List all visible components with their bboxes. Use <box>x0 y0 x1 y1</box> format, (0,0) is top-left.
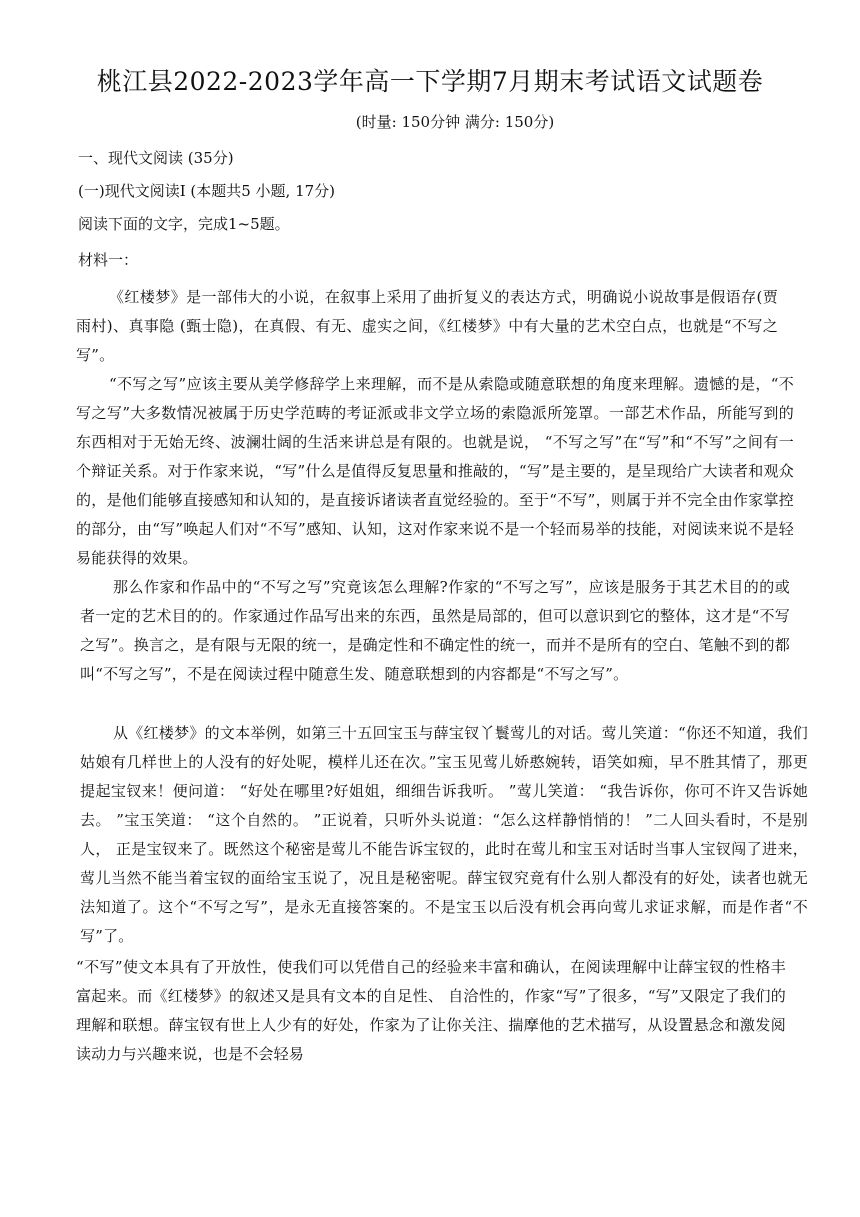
section-heading: 一、现代文阅读 (35分) <box>78 149 234 167</box>
reading-instruction: 阅读下面的文字，完成1~5题。 <box>78 215 290 233</box>
paragraph-1: 《红楼梦》是一部伟大的小说，在叙事上采用了曲折复义的表达方式，明确说小说故事是假语存(贾雨村)、真事隐 (甄士隐)，在真假、有无、虚实之间，《红楼梦》中有大量的艺术空白点，也就是“不写之写”。 <box>76 288 778 364</box>
exam-time-and-score: (时量: 150分钟 满分: 150分) <box>355 113 555 131</box>
paragraph-2: “不写之写”应该主要从美学修辞学上来理解，而不是从索隐或随意联想的角度来理解。遗憾的是，“不写之写”大多数情况被属于历史学范畴的考证派或非文学立场的索隐派所笼罩。一部艺术作品，所能写到的东西相对于无始无终、波澜壮阔的生活来讲总是有限的。也就是说， “不写之写”在“写”和“不写”之间有一个辩证关系。对于作家来说，“写”什么是值得反复思量和推敲的，“写”是主要的，是呈现给广大读者和观众的，是他们能够直接感知和认知的，是直接诉诸读者直觉经验的。至于“不写”，则属于并不完全由作家掌控的部分，由“写”唤起人们对“不写”感知、认知，这对作家来说不是一个轻而易举的技能，对阅读来说不是轻易能获得的效果。 <box>76 375 794 567</box>
paragraph-5: “不写”使文本具有了开放性，使我们可以凭借自己的经验来丰富和确认，在阅读理解中让薛宝钗的性格丰富起来。而《红楼梦》的叙述又是具有文本的自足性、 自洽性的，作家“写”了很多，“写”又限定了我们的理解和联想。薛宝钗有世上人少有的好处，作家为了让你关注、揣摩他的艺术描写，从设置悬念和激发阅读动力与兴趣来说，也是不会轻易 <box>76 958 786 1063</box>
material-label: 材料一： <box>78 251 139 269</box>
paragraph-3: 那么作家和作品中的“不写之写”究竟该怎么理解?作家的“不写之写”，应该是服务于其艺术目的的或者一定的艺术目的的。作家通过作品写出来的东西，虽然是局部的，但可以意识到它的整体，这才是“不写之写”。换言之，是有限与无限的统一，是确定性和不确定性的统一，而并不是所有的空白、笔触不到的都叫“不写之写”，不是在阅读过程中随意生发、随意联想到的内容都是“不写之写”。 <box>80 578 790 683</box>
exam-title: 桃江县2022-2023学年高一下学期7月期末考试语文试题卷 <box>96 67 764 96</box>
section-subheading: (一)现代文阅读Ⅰ (本题共5 小题, 17分) <box>78 182 336 200</box>
paragraph-4: 从《红楼梦》的文本举例，如第三十五回宝玉与薛宝钗丫鬟莺儿的对话。莺儿笑道：“你还不知道，我们姑娘有几样世上的人没有的好处呢，模样儿还在次。”宝玉见莺儿娇憨婉转，语笑如痴，早不胜其情了，那更提起宝钗来！便问道： “好处在哪里?好姐姐，细细告诉我听。 ”莺儿笑道： “我告诉你，你可不许又告诉她去。 ”宝玉笑道： “这个自然的。 ”正说着，只听外头说道：“怎么这样静悄悄的！ ”二人回头看时，不是别人， 正是宝钗来了。既然这个秘密是莺儿不能告诉宝钗的，此时在莺儿和宝玉对话时当事人宝钗闯了进来，莺儿当然不能当着宝钗的面给宝玉说了，况且是秘密呢。薛宝钗究竟有什么别人都没有的好处，读者也就无法知道了。这个“不写之写”，是永无直接答案的。不是宝玉以后没有机会再向莺儿求证求解，而是作者“不写”了。 <box>80 724 808 945</box>
